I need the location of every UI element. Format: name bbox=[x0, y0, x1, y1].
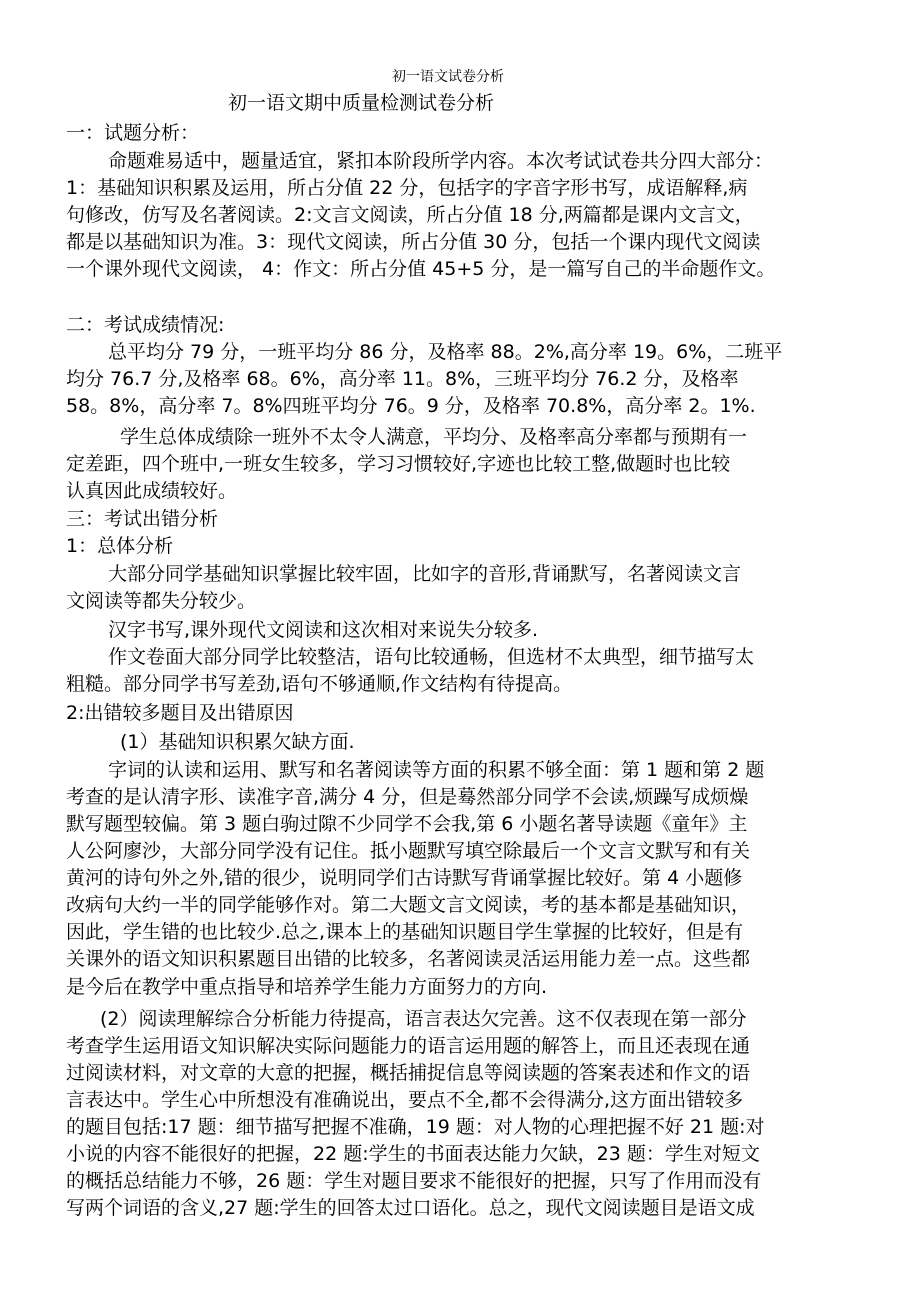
paragraph-line: 汉字书写,课外现代文阅读和这次相对来说失分较多. bbox=[108, 619, 539, 641]
paragraph-line: 文阅读等都失分较少。 bbox=[66, 590, 257, 612]
paragraph-line: 命题难易适中，题量适宜，紧扣本阶段所学内容。本次考试试卷共分四大部分： bbox=[108, 150, 774, 172]
paragraph-line: 句修改，仿写及名著阅读。2:文言文阅读，所占分值 18 分,两篇都是课内文言文， bbox=[66, 204, 754, 226]
paragraph-line: 考查学生运用语文知识解决实际问题能力的语言运用题的解答上，而且还表现在通 bbox=[66, 1035, 751, 1057]
paragraph-line: 总平均分 79 分，一班平均分 86 分，及格率 88。2%,高分率 19。6%，二班平 bbox=[108, 341, 783, 363]
paragraph-line: 58。8%，高分率 7。8%四班平均分 76。9 分，及格率 70.8%，高分率 2。1%. bbox=[66, 395, 756, 417]
paragraph-line: 是今后在教学中重点指导和培养学生能力方面努力的方向. bbox=[66, 976, 548, 998]
page-header: 初一语文试卷分析 bbox=[392, 69, 504, 85]
document-title: 初一语文期中质量检测试卷分析 bbox=[228, 92, 495, 114]
paragraph-line: 改病句大约一半的同学能够作对。第二大题文言文阅读，考的基本都是基础知识， bbox=[66, 894, 751, 916]
paragraph-line: 因此，学生错的也比较少.总之,课本上的基础知识题目学生掌握的比较好，但是有 bbox=[66, 921, 744, 943]
section-heading: 一：试题分析： bbox=[66, 122, 200, 144]
paragraph-line: 作文卷面大部分同学比较整洁，语句比较通畅，但选材不太典型，细节描写太 bbox=[108, 646, 755, 668]
subsection-heading: 2:出错较多题目及出错原因 bbox=[66, 702, 294, 724]
section-heading: 三：考试出错分析 bbox=[66, 508, 219, 530]
paragraph-line: 写两个词语的含义,27 题:学生的回答太过口语化。总之，现代文阅读题目是语文成 bbox=[66, 1197, 755, 1219]
paragraph-line: 都是以基础知识为准。3：现代文阅读，所占分值 30 分，包括一个课内现代文阅读 bbox=[66, 231, 761, 253]
section-heading: 二：考试成绩情况: bbox=[66, 314, 225, 336]
paragraph-line: 定差距，四个班中,一班女生较多，学习习惯较好,字迹也比较工整,做题时也比较 bbox=[66, 453, 731, 475]
subsection-heading: (1）基础知识积累欠缺方面. bbox=[120, 731, 355, 753]
paragraph-line: 过阅读材料，对文章的大意的把握，概括捕捉信息等阅读题的答案表述和作文的语 bbox=[66, 1062, 751, 1084]
paragraph-line: (2）阅读理解综合分析能力待提高，语言表达欠完善。这不仅表现在第一部分 bbox=[100, 1008, 747, 1030]
paragraph-line: 粗糙。部分同学书写差劲,语句不够通顺,作文结构有待提高。 bbox=[66, 673, 573, 695]
paragraph-line: 人公阿廖沙，大部分同学没有记住。抵小题默写填空除最后一个文言文默写和有关 bbox=[66, 840, 751, 862]
paragraph-line: 大部分同学基础知识掌握比较牢固，比如字的音形,背诵默写，名著阅读文言 bbox=[108, 563, 742, 585]
paragraph-line: 关课外的语文知识积累题目出错的比较多，名著阅读灵活运用能力差一点。这些都 bbox=[66, 948, 751, 970]
paragraph-line: 字词的认读和运用、默写和名著阅读等方面的积累不够全面：第 1 题和第 2 题 bbox=[108, 759, 765, 781]
paragraph-line: 考查的是认清字形、读准字音,满分 4 分，但是蓦然部分同学不会读,烦躁写成烦燥 bbox=[66, 786, 749, 808]
paragraph-line: 学生总体成绩除一班外不太令人满意，平均分、及格率高分率都与预期有一 bbox=[120, 426, 748, 448]
paragraph-line: 认真因此成绩较好。 bbox=[66, 480, 238, 502]
paragraph-line: 言表达中。学生心中所想没有准确说出，要点不全,都不会得满分,这方面出错较多 bbox=[66, 1089, 744, 1111]
paragraph-line: 均分 76.7 分,及格率 68。6%，高分率 11。8%，三班平均分 76.2 分，及格率 bbox=[66, 368, 739, 390]
paragraph-line: 小说的内容不能很好的把握，22 题:学生的书面表达能力欠缺，23 题：学生对短文 bbox=[66, 1143, 760, 1165]
paragraph-line: 的概括总结能力不够，26 题：学生对题目要求不能很好的把握，只写了作用而没有 bbox=[66, 1170, 762, 1192]
paragraph-line: 黄河的诗句外之外,错的很少，说明同学们古诗默写背诵掌握比较好。第 4 小题修 bbox=[66, 867, 743, 889]
paragraph-line: 的题目包括:17 题：细节描写把握不准确，19 题：对人物的心理把握不好 21 题:对 bbox=[66, 1116, 765, 1138]
paragraph-line: 一个课外现代文阅读， 4：作文：所占分值 45+5 分，是一篇写自己的半命题作文。 bbox=[66, 258, 776, 280]
subsection-heading: 1：总体分析 bbox=[66, 535, 174, 557]
paragraph-line: 1：基础知识积累及运用，所占分值 22 分，包括字的字音字形书写，成语解释,病 bbox=[66, 177, 748, 199]
paragraph-line: 默写题型较偏。第 3 题白驹过隙不少同学不会我,第 6 小题名著导读题《童年》主 bbox=[66, 813, 748, 835]
